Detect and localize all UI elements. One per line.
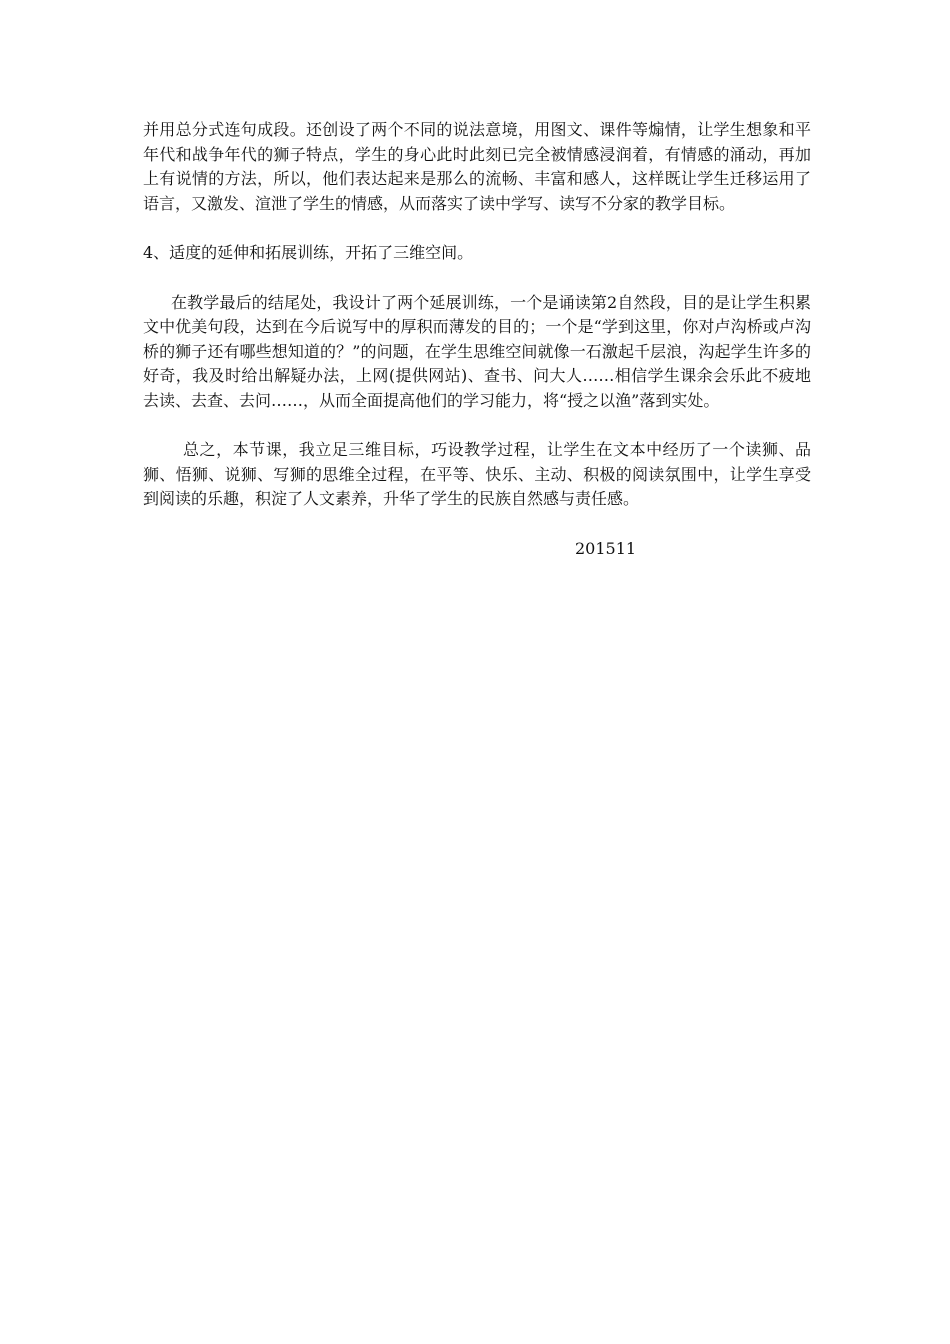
paragraph-summary: 总之，本节课，我立足三维目标，巧设教学过程，让学生在文本中经历了一个读狮、品狮、悟狮、说狮、写狮的思维全过程，在平等、快乐、主动、积极的阅读氛围中，让学生享受到阅读的乐趣，积淀了人文素养，升华了学生的民族自然感与责任感。 bbox=[143, 440, 811, 508]
paragraph-extension-training: 在教学最后的结尾处，我设计了两个延展训练，一个是诵读第2自然段，目的是让学生积累文中优美句段，达到在今后说写中的厚积而薄发的目的；一个是“学到这里，你对卢沟桥或卢沟桥的狮子还有哪些想知道的？”的问题，在学生思维空间就像一石激起千层浪，沟起学生许多的好奇，我及时给出解疑办法，上网(提供网站)、查书、问大人……相信学生课余会乐此不疲地去读、去查、去问……，从而全面提高他们的学习能力，将“授之以渔”落到实处。 bbox=[143, 292, 811, 410]
document-date: 201511 bbox=[575, 538, 637, 558]
section-heading-4: 4、适度的延伸和拓展训练，开拓了三维空间。 bbox=[143, 243, 474, 262]
document-page bbox=[143, 118, 811, 561]
paragraph-continuation: 并用总分式连句成段。还创设了两个不同的说法意境，用图文、课件等煽情，让学生想象和平年代和战争年代的狮子特点，学生的身心此时此刻已完全被情感浸润着，有情感的涌动，再加上有说情的方法，所以，他们表达起来是那么的流畅、丰富和感人，这样既让学生迁移运用了语言，又激发、渲泄了学生的情感，从而落实了读中学写、读写不分家的教学目标。 bbox=[143, 120, 811, 213]
